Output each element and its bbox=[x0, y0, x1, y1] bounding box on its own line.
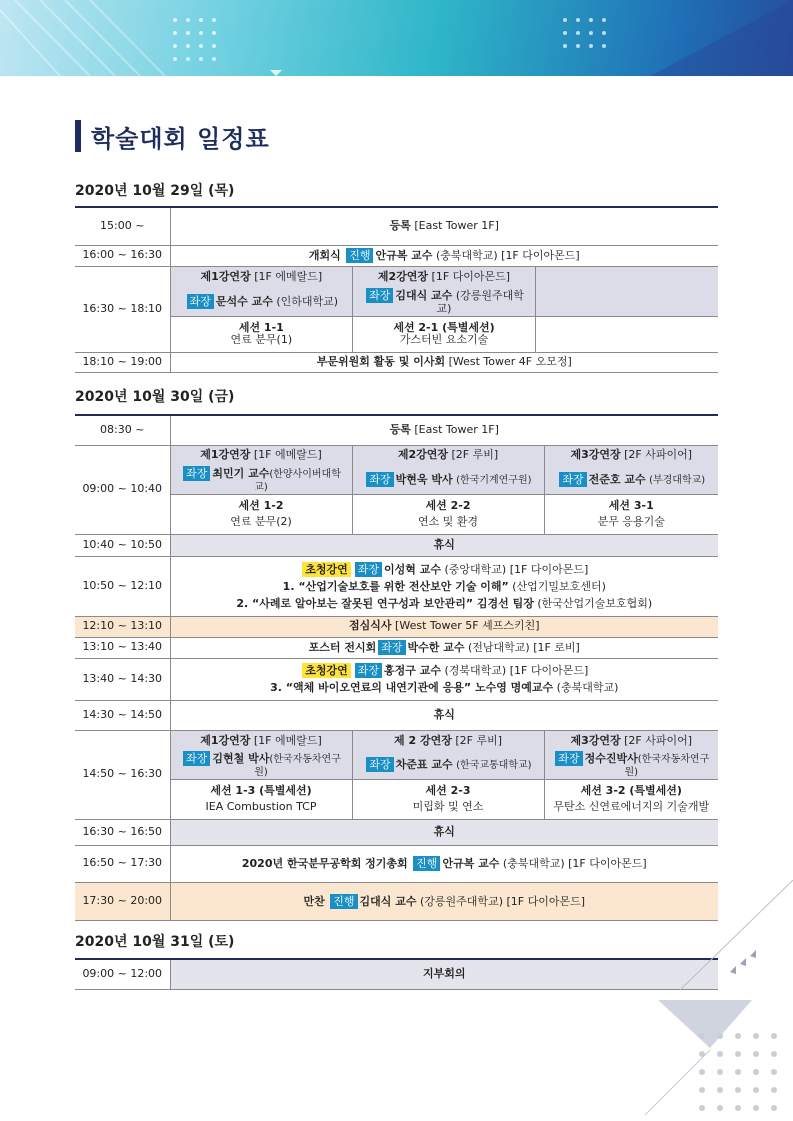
session-topic: IEA Combustion TCP bbox=[205, 800, 317, 814]
chair-affiliation: (한국기계연구원) bbox=[456, 475, 532, 487]
chair-name: 홍정구 교수 bbox=[384, 664, 442, 678]
lecture-title: 3. “액체 바이오연료의 내연기관에 응용” 노수영 명예교수 bbox=[270, 681, 554, 695]
chair-name: 박수한 교수 bbox=[407, 641, 465, 655]
host-affiliation: (충북대학교) [1F 다이아몬드] bbox=[435, 249, 580, 262]
event-cell bbox=[170, 637, 718, 658]
hall-name: 제1강연장 bbox=[200, 269, 251, 283]
time-cell: 13:10 ~ 13:40 bbox=[75, 637, 170, 658]
table-row bbox=[75, 245, 718, 266]
hall-header bbox=[170, 730, 352, 751]
time-cell: 10:40 ~ 10:50 bbox=[75, 534, 170, 556]
header-banner bbox=[0, 0, 793, 76]
chair-badge: 좌장 bbox=[183, 466, 210, 481]
table-row bbox=[75, 845, 718, 882]
event-title: 지부회의 bbox=[422, 966, 466, 980]
hall-location: [2F 루비] bbox=[451, 448, 499, 462]
chair-name: 김대식 교수 bbox=[395, 289, 453, 302]
session-title: 세션 2-2 bbox=[425, 498, 471, 512]
table-row bbox=[75, 751, 718, 779]
table-row bbox=[75, 266, 718, 288]
table-row bbox=[75, 534, 718, 556]
table-row bbox=[75, 658, 718, 700]
chair-name: 최민기 교수 bbox=[212, 467, 270, 480]
chair-badge: 좌장 bbox=[555, 751, 582, 766]
empty-cell bbox=[535, 316, 718, 352]
event-cell bbox=[170, 845, 718, 882]
hall-header bbox=[170, 266, 353, 288]
break-label: 휴식 bbox=[433, 707, 455, 721]
event-title: 개회식 bbox=[308, 249, 341, 262]
chair-affiliation: (한국자동차연구원) bbox=[254, 754, 341, 779]
schedule-table-day2 bbox=[75, 414, 718, 921]
table-row bbox=[75, 819, 718, 845]
table-row bbox=[75, 494, 718, 534]
event-title: 만찬 bbox=[303, 894, 325, 908]
session-cell bbox=[170, 316, 353, 352]
hall-location: [1F 다이아몬드] bbox=[431, 269, 511, 283]
table-row bbox=[75, 700, 718, 730]
time-cell: 17:30 ~ 20:00 bbox=[75, 882, 170, 920]
lecture-org: (산업기밀보호센터) bbox=[512, 580, 606, 593]
table-row bbox=[75, 415, 718, 445]
event-title: 점심식사 bbox=[349, 619, 392, 633]
time-cell: 12:10 ~ 13:10 bbox=[75, 616, 170, 637]
session-topic: 연료 분무(1) bbox=[230, 333, 293, 347]
time-cell: 16:30 ~ 16:50 bbox=[75, 819, 170, 845]
break-cell bbox=[170, 819, 718, 845]
time-cell: 14:50 ~ 16:30 bbox=[75, 730, 170, 819]
session-cell bbox=[544, 779, 718, 819]
hall-header bbox=[352, 730, 544, 751]
invited-badge: 초청강연 bbox=[302, 562, 351, 577]
session-topic: 미립화 및 연소 bbox=[412, 800, 484, 814]
table-row bbox=[75, 779, 718, 819]
event-location: [East Tower 1F] bbox=[414, 422, 499, 436]
time-cell: 09:00 ~ 10:40 bbox=[75, 445, 170, 534]
event-title: 등록 bbox=[389, 218, 411, 232]
hall-location: [2F 사파이어] bbox=[624, 448, 693, 462]
table-row bbox=[75, 730, 718, 751]
event-cell bbox=[170, 207, 718, 245]
chair-cell bbox=[544, 466, 718, 494]
chair-affiliation: (한국교통대학교) bbox=[456, 760, 532, 772]
session-title: 세션 1-2 bbox=[238, 498, 284, 512]
time-cell: 10:50 ~ 12:10 bbox=[75, 556, 170, 616]
table-row bbox=[75, 316, 718, 352]
session-cell bbox=[170, 779, 352, 819]
lecture-org: (충북대학교) bbox=[556, 681, 619, 695]
table-row bbox=[75, 637, 718, 658]
host-name: 김대식 교수 bbox=[359, 894, 417, 908]
host-name: 안규복 교수 bbox=[375, 249, 433, 262]
chair-cell bbox=[352, 466, 544, 494]
title-accent-bar bbox=[75, 120, 81, 152]
event-cell bbox=[170, 245, 718, 266]
session-title: 세션 1-1 bbox=[238, 320, 284, 334]
break-label: 휴식 bbox=[433, 537, 455, 551]
chair-cell bbox=[353, 288, 536, 316]
chair-affiliation: (한국자동차연구원) bbox=[624, 754, 710, 779]
lecture-title: 2. “사례로 알아보는 잘못된 연구성과 보안관리” 김경선 팀장 bbox=[236, 596, 534, 610]
break-cell bbox=[170, 534, 718, 556]
time-cell: 16:50 ~ 17:30 bbox=[75, 845, 170, 882]
table-row bbox=[75, 352, 718, 372]
event-cell bbox=[170, 415, 718, 445]
host-affiliation: (강릉원주대학교) [1F 다이아몬드] bbox=[420, 894, 586, 908]
chair-badge: 좌장 bbox=[187, 294, 214, 309]
chair-name: 차준표 교수 bbox=[395, 758, 453, 772]
day-heading-1: 2020년 10월 29일 (목) bbox=[75, 183, 235, 199]
chair-badge: 좌장 bbox=[366, 288, 393, 303]
session-cell bbox=[352, 494, 544, 534]
schedule-table-day3 bbox=[75, 958, 718, 990]
table-row bbox=[75, 466, 718, 494]
hall-name: 제1강연장 bbox=[200, 448, 251, 462]
table-row bbox=[75, 556, 718, 616]
chair-affiliation: (전남대학교) [1F 로비] bbox=[467, 641, 580, 655]
lecture-title: 1. “산업기술보호를 위한 전산보안 기술 이해” bbox=[282, 580, 509, 593]
chair-cell bbox=[170, 751, 352, 779]
hall-location: [2F 루비] bbox=[455, 733, 502, 747]
chair-name: 전준호 교수 bbox=[588, 473, 646, 487]
lecture-header bbox=[175, 562, 715, 577]
hall-name: 제 2 강연장 bbox=[394, 733, 452, 747]
session-title: 세션 3-1 bbox=[608, 498, 654, 512]
hall-header bbox=[353, 266, 536, 288]
title-text: 학술대회 일정표 bbox=[91, 124, 270, 153]
chair-badge: 좌장 bbox=[559, 472, 586, 487]
event-title: 부문위원회 활동 및 이사회 bbox=[316, 354, 446, 368]
lecture-3 bbox=[175, 682, 715, 695]
chair-cell bbox=[170, 466, 352, 494]
event-location: [West Tower 4F 오모정] bbox=[448, 354, 572, 368]
chair-cell bbox=[544, 751, 718, 779]
event-location: [West Tower 5F 셰프스키친] bbox=[395, 619, 540, 633]
chair-name: 김현철 박사 bbox=[212, 752, 270, 766]
session-cell bbox=[353, 316, 536, 352]
session-title: 세션 2-1 (특별세션) bbox=[393, 320, 495, 334]
session-topic: 무탄소 신연료에너지의 기술개발 bbox=[553, 800, 710, 814]
decorative-pattern bbox=[640, 880, 793, 1121]
host-name: 안규복 교수 bbox=[442, 857, 500, 871]
session-topic: 연료 분무(2) bbox=[230, 515, 292, 529]
event-title: 2020년 한국분무공학회 정기총회 bbox=[241, 857, 408, 871]
chair-name: 이성혁 교수 bbox=[384, 563, 442, 576]
hall-header bbox=[352, 445, 544, 466]
table-row bbox=[75, 616, 718, 637]
chair-badge: 좌장 bbox=[355, 562, 382, 577]
hall-name: 제2강연장 bbox=[377, 269, 429, 283]
hall-name: 제3강연장 bbox=[570, 733, 621, 747]
table-row bbox=[75, 959, 718, 989]
event-cell bbox=[170, 616, 718, 637]
time-cell: 18:10 ~ 19:00 bbox=[75, 352, 170, 372]
chair-name: 박현욱 박사 bbox=[395, 473, 453, 487]
event-cell bbox=[170, 882, 718, 920]
table-row bbox=[75, 207, 718, 245]
event-location: [East Tower 1F] bbox=[414, 218, 499, 232]
hall-location: [1F 에메랄드] bbox=[254, 269, 323, 283]
hall-location: [1F 에메랄드] bbox=[253, 448, 322, 462]
session-topic: 가스터빈 요소기술 bbox=[399, 333, 489, 347]
hall-header bbox=[170, 445, 352, 466]
session-cell bbox=[170, 494, 352, 534]
time-cell: 16:30 ~ 18:10 bbox=[75, 266, 170, 352]
hall-name: 제2강연장 bbox=[397, 448, 448, 462]
session-topic: 연소 및 환경 bbox=[417, 515, 479, 529]
schedule-table-day1 bbox=[75, 206, 718, 373]
chair-affiliation: (한양사이버대학교) bbox=[254, 469, 341, 493]
time-cell: 15:00 ~ bbox=[75, 207, 170, 245]
chair-badge: 좌장 bbox=[366, 757, 393, 772]
lecture-header bbox=[175, 663, 715, 678]
time-cell: 08:30 ~ bbox=[75, 415, 170, 445]
chair-affiliation: (부경대학교) bbox=[649, 475, 706, 487]
time-cell: 13:40 ~ 14:30 bbox=[75, 658, 170, 700]
session-title: 세션 1-3 (특별세션) bbox=[210, 783, 312, 797]
chair-affiliation: (경북대학교) [1F 다이아몬드] bbox=[444, 664, 589, 678]
chair-cell bbox=[352, 751, 544, 779]
host-badge: 진행 bbox=[413, 856, 440, 871]
chair-cell bbox=[170, 288, 353, 316]
time-cell: 09:00 ~ 12:00 bbox=[75, 959, 170, 989]
invited-lecture-cell bbox=[170, 658, 718, 700]
lecture-org: (한국산업기술보호협회) bbox=[537, 596, 653, 610]
time-cell: 16:00 ~ 16:30 bbox=[75, 245, 170, 266]
chair-name: 정수진박사 bbox=[584, 752, 638, 766]
chair-badge: 좌장 bbox=[355, 663, 382, 678]
hall-name: 제1강연장 bbox=[200, 733, 251, 747]
day-heading-3: 2020년 10월 31일 (토) bbox=[75, 934, 235, 950]
empty-cell bbox=[535, 266, 718, 316]
host-badge: 진행 bbox=[346, 248, 373, 263]
hall-name: 제3강연장 bbox=[570, 448, 621, 462]
chair-affiliation: (중앙대학교) [1F 다이아몬드] bbox=[444, 563, 589, 576]
session-topic: 분무 응용기술 bbox=[597, 515, 665, 529]
session-cell bbox=[544, 494, 718, 534]
session-cell bbox=[352, 779, 544, 819]
table-row bbox=[75, 445, 718, 466]
event-cell bbox=[170, 352, 718, 372]
session-title: 세션 3-2 (특별세션) bbox=[580, 783, 682, 797]
chair-name: 문석수 교수 bbox=[215, 295, 273, 309]
chair-affiliation: (강릉원주대학교) bbox=[436, 289, 524, 315]
event-cell bbox=[170, 959, 718, 989]
invited-badge: 초청강연 bbox=[302, 663, 351, 678]
banner-pattern bbox=[0, 0, 793, 76]
time-cell: 14:30 ~ 14:50 bbox=[75, 700, 170, 730]
event-title: 등록 bbox=[389, 422, 411, 436]
chair-affiliation: (인하대학교) bbox=[276, 295, 339, 309]
host-badge: 진행 bbox=[330, 894, 357, 909]
hall-header bbox=[544, 445, 718, 466]
lecture-2 bbox=[175, 598, 715, 611]
invited-lecture-cell bbox=[170, 556, 718, 616]
chair-badge: 좌장 bbox=[366, 472, 393, 487]
chair-badge: 좌장 bbox=[378, 640, 405, 655]
break-label: 휴식 bbox=[433, 824, 455, 838]
hall-location: [2F 사파이어] bbox=[624, 733, 693, 747]
table-row bbox=[75, 882, 718, 920]
page-title bbox=[75, 119, 270, 153]
host-affiliation: (충북대학교) [1F 다이아몬드] bbox=[502, 857, 647, 871]
hall-header bbox=[544, 730, 718, 751]
break-cell bbox=[170, 700, 718, 730]
day-heading-2: 2020년 10월 30일 (금) bbox=[75, 389, 235, 405]
chair-badge: 좌장 bbox=[183, 751, 210, 766]
lecture-1 bbox=[175, 581, 715, 594]
hall-location: [1F 에메랄드] bbox=[253, 733, 322, 747]
event-title: 포스터 전시회 bbox=[308, 641, 377, 655]
session-title: 세션 2-3 bbox=[425, 783, 471, 797]
